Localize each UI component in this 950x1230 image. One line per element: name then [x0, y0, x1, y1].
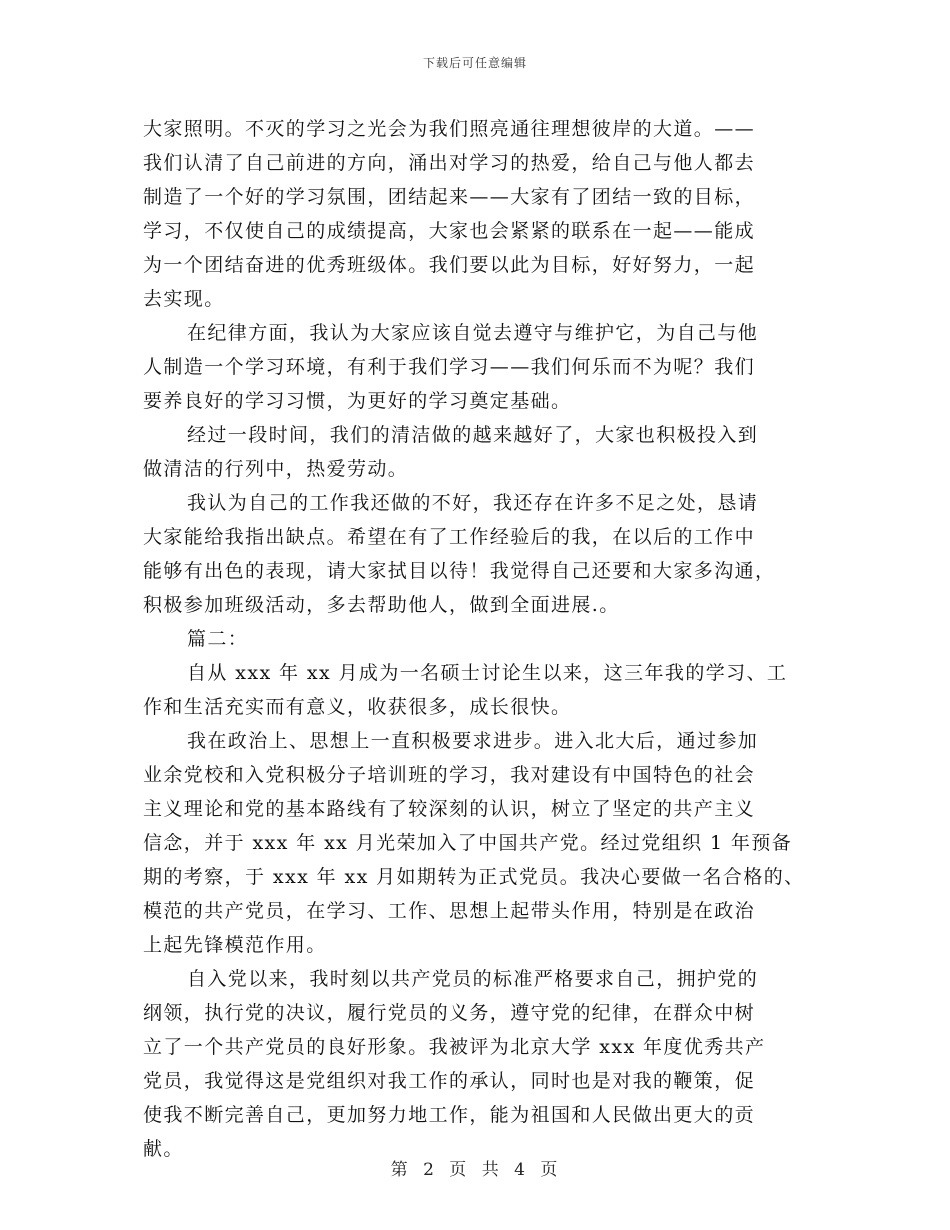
- text-line: 做清洁的行列中，热爱劳动。: [143, 458, 409, 480]
- text-line: 为一个团结奋进的优秀班级体。我们要以此为目标，好好努力，一起: [143, 254, 756, 276]
- paragraph-start-line: 在纪律方面，我认为大家应该自觉去遵守与维护它，为自己与他: [187, 322, 759, 344]
- section-heading: 篇二：: [187, 628, 249, 650]
- text-line: 积极参加班级活动，多去帮助他人，做到全面进展.。: [143, 594, 620, 616]
- text-line: 作和生活充实而有意义，收获很多，成长很快。: [143, 696, 572, 718]
- paragraph-start-line: 自从 xxx 年 xx 月成为一名硕士讨论生以来，这三年我的学习、工: [187, 662, 788, 684]
- document-body: [143, 112, 823, 1166]
- text-line: 大家能给我指出缺点。希望在有了工作经验后的我，在以后的工作中: [143, 526, 756, 548]
- text-line: 我们认清了自己前进的方向，涌出对学习的热爱，给自己与他人都去: [143, 152, 756, 174]
- paragraph-start-line: 我认为自己的工作我还做的不好，我还存在许多不足之处，恳请: [187, 492, 759, 514]
- text-line: 上起先锋模范作用。: [143, 934, 327, 956]
- text-line: 人制造一个学习环境，有利于我们学习——我们何乐而不为呢？我们: [143, 356, 756, 378]
- page-header: 下载后可任意编辑: [422, 56, 527, 70]
- text-line: 模范的共产党员，在学习、工作、思想上起带头作用，特别是在政治: [143, 900, 756, 922]
- paragraph-start-line: 我在政治上、思想上一直积极要求进步。进入北大后，通过参加: [187, 730, 759, 752]
- text-line: 制造了一个好的学习氛围，团结起来——大家有了团结一致的目标，: [143, 186, 756, 208]
- text-line: 献。: [143, 1138, 184, 1160]
- text-line: 纲领，执行党的决议，履行党员的义务，遵守党的纪律，在群众中树: [143, 1002, 756, 1024]
- text-line: 去实现。: [143, 288, 225, 310]
- page-number: 第 2 页 共 4 页: [390, 1160, 560, 1180]
- text-line: 业余党校和入党积极分子培训班的学习，我对建设有中国特色的社会: [143, 764, 756, 786]
- text-line: 学习，不仅使自己的成绩提高，大家也会紧紧的联系在一起——能成: [143, 220, 756, 242]
- text-line: 期的考察，于 xxx 年 xx 月如期转为正式党员。我决心要做一名合格的、: [143, 866, 805, 888]
- text-line: 信念，并于 xxx 年 xx 月光荣加入了中国共产党。经过党组织 1 年预备: [143, 832, 793, 854]
- paragraph-start-line: 经过一段时间，我们的清洁做的越来越好了，大家也积极投入到: [187, 424, 759, 446]
- text-line: 要养良好的学习习惯，为更好的学习奠定基础。: [143, 390, 572, 412]
- text-line: 使我不断完善自己，更加努力地工作，能为祖国和人民做出更大的贡: [143, 1104, 756, 1126]
- text-line: 大家照明。不灭的学习之光会为我们照亮通往理想彼岸的大道。——: [143, 118, 756, 140]
- text-line: 能够有出色的表现，请大家拭目以待！我觉得自己还要和大家多沟通，: [143, 560, 776, 582]
- text-line: 主义理论和党的基本路线有了较深刻的认识，树立了坚定的共产主义: [143, 798, 756, 820]
- text-line: 立了一个共产党员的良好形象。我被评为北京大学 xxx 年度优秀共产: [143, 1036, 766, 1058]
- text-line: 党员，我觉得这是党组织对我工作的承认，同时也是对我的鞭策，促: [143, 1070, 756, 1092]
- paragraph-start-line: 自入党以来，我时刻以共产党员的标准严格要求自己，拥护党的: [187, 968, 759, 990]
